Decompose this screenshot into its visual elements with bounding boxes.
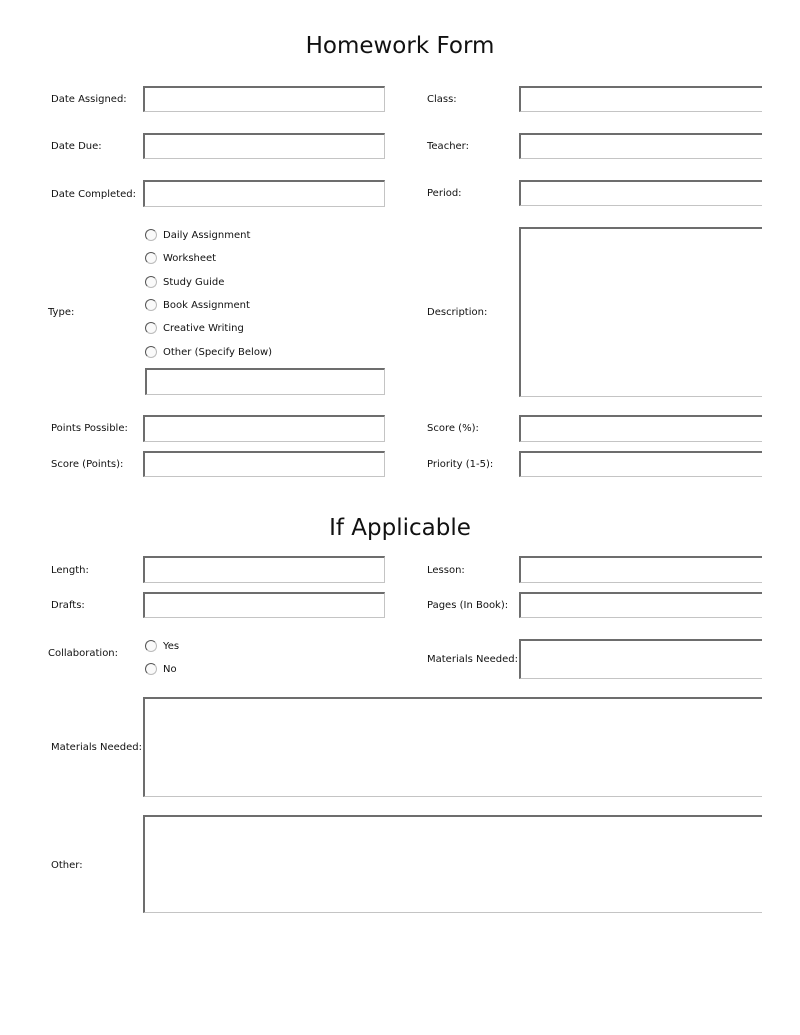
date-assigned-label: Date Assigned: bbox=[51, 94, 127, 105]
other-field[interactable] bbox=[143, 815, 762, 913]
materials-needed-large-field[interactable] bbox=[143, 697, 762, 797]
teacher-label: Teacher: bbox=[427, 141, 469, 152]
date-due-field[interactable] bbox=[143, 133, 385, 159]
radio-button[interactable] bbox=[145, 663, 157, 675]
points-possible-field[interactable] bbox=[143, 415, 385, 442]
type-option-study-guide[interactable]: Study Guide bbox=[145, 275, 224, 289]
points-possible-label: Points Possible: bbox=[51, 423, 128, 434]
type-label: Type: bbox=[48, 307, 75, 318]
pages-field[interactable] bbox=[519, 592, 762, 618]
type-option-book-assignment[interactable]: Book Assignment bbox=[145, 298, 250, 312]
class-field[interactable] bbox=[519, 86, 762, 112]
drafts-label: Drafts: bbox=[51, 600, 85, 611]
date-assigned-field[interactable] bbox=[143, 86, 385, 112]
teacher-field[interactable] bbox=[519, 133, 762, 159]
length-label: Length: bbox=[51, 565, 89, 576]
score-points-label: Score (Points): bbox=[51, 459, 124, 470]
radio-button[interactable] bbox=[145, 299, 157, 311]
radio-button[interactable] bbox=[145, 322, 157, 334]
class-label: Class: bbox=[427, 94, 457, 105]
drafts-field[interactable] bbox=[143, 592, 385, 618]
materials-needed-large-label: Materials Needed: bbox=[51, 742, 143, 753]
period-label: Period: bbox=[427, 188, 462, 199]
type-other-field[interactable] bbox=[145, 368, 385, 395]
type-option-worksheet[interactable]: Worksheet bbox=[145, 251, 216, 265]
score-pct-label: Score (%): bbox=[427, 423, 479, 434]
pages-label: Pages (In Book): bbox=[427, 600, 509, 611]
priority-label: Priority (1-5): bbox=[427, 459, 494, 470]
radio-button[interactable] bbox=[145, 640, 157, 652]
radio-button[interactable] bbox=[145, 252, 157, 264]
type-option-other[interactable]: Other (Specify Below) bbox=[145, 345, 272, 359]
date-due-label: Date Due: bbox=[51, 141, 102, 152]
score-points-field[interactable] bbox=[143, 451, 385, 477]
materials-needed-label: Materials Needed: bbox=[427, 654, 519, 665]
radio-button[interactable] bbox=[145, 229, 157, 241]
radio-button[interactable] bbox=[145, 276, 157, 288]
form-title: Homework Form bbox=[305, 33, 495, 59]
type-option-creative-writing[interactable]: Creative Writing bbox=[145, 321, 244, 335]
date-completed-field[interactable] bbox=[143, 180, 385, 207]
length-field[interactable] bbox=[143, 556, 385, 583]
period-field[interactable] bbox=[519, 180, 762, 206]
collaboration-label: Collaboration: bbox=[48, 648, 119, 659]
lesson-label: Lesson: bbox=[427, 565, 465, 576]
description-field[interactable] bbox=[519, 227, 762, 397]
lesson-field[interactable] bbox=[519, 556, 762, 583]
section-title-if-applicable: If Applicable bbox=[329, 515, 471, 541]
radio-button[interactable] bbox=[145, 346, 157, 358]
priority-field[interactable] bbox=[519, 451, 762, 477]
other-label: Other: bbox=[51, 860, 83, 871]
materials-needed-field[interactable] bbox=[519, 639, 762, 679]
collaboration-option-no[interactable]: No bbox=[145, 662, 177, 676]
score-pct-field[interactable] bbox=[519, 415, 762, 442]
description-label: Description: bbox=[427, 307, 488, 318]
date-completed-label: Date Completed: bbox=[51, 189, 136, 200]
collaboration-option-yes[interactable]: Yes bbox=[145, 639, 179, 653]
type-option-daily-assignment[interactable]: Daily Assignment bbox=[145, 228, 250, 242]
